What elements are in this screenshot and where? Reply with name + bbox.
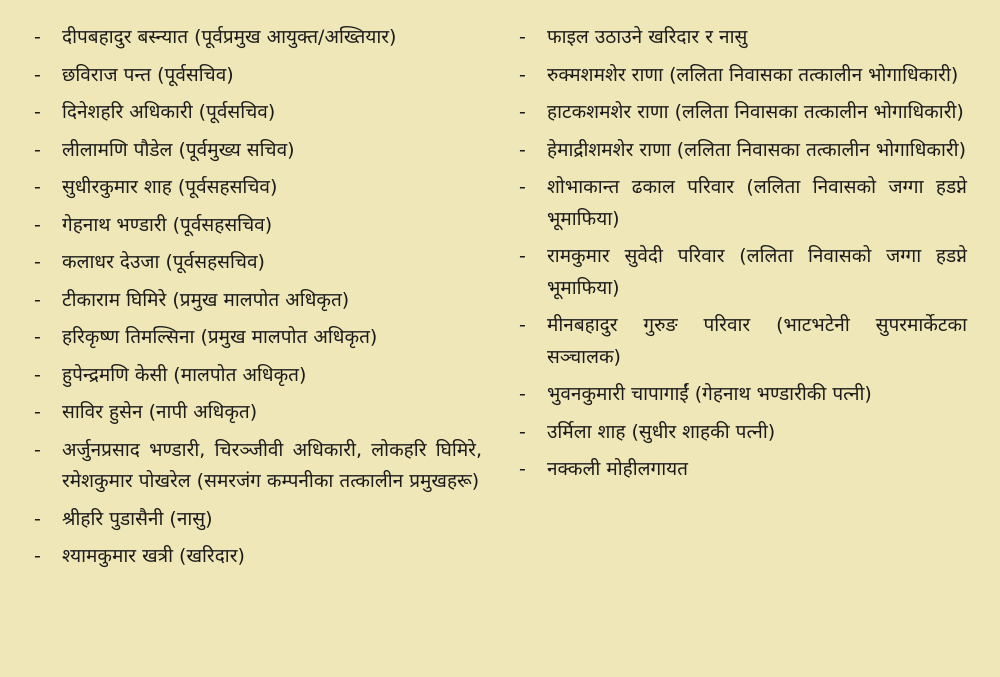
bullet-dash: - [519, 176, 526, 198]
bullet-dash: - [34, 176, 41, 198]
list-item [519, 172, 967, 235]
list-item [34, 60, 482, 92]
bullet-dash: - [519, 314, 526, 336]
list-item-text: भुवनकुमारी चापागाईं (गेहनाथ भण्डारीकी पत्नी) [547, 383, 872, 405]
list-item-text: साविर हुसेन (नापी अधिकृत) [62, 401, 258, 423]
list-item-text: हेमाद्रीशमशेर राणा (ललिता निवासका तत्कालीन भोगाधिकारी) [547, 138, 967, 161]
list-item-text: लीलामणि पौडेल (पूर्वमुख्य सचिव) [62, 138, 295, 161]
bullet-dash: - [519, 245, 526, 267]
list-item [519, 379, 967, 411]
list-item-text: गेहनाथ भण्डारी (पूर्वसहसचिव) [62, 213, 273, 236]
list-item-text: मीनबहादुर गुरुङ परिवार (भाटभटेनी सुपरमार्केटका सञ्चालक) [547, 314, 967, 368]
bullet-dash: - [34, 401, 41, 423]
list-item [34, 172, 482, 204]
list-item-text: दीपबहादुर बस्न्यात (पूर्वप्रमुख आयुक्त/अख्तियार) [62, 26, 397, 48]
list-item-text: दिनेशहरि अधिकारी (पूर्वसचिव) [62, 101, 276, 123]
bullet-dash: - [34, 26, 41, 48]
bullet-dash: - [519, 101, 526, 123]
list-item [34, 247, 482, 279]
bullet-dash: - [34, 288, 41, 311]
left-name-list [34, 22, 482, 579]
list-item-text: हुपेन्द्रमणि केसी (मालपोत अधिकृत) [62, 363, 307, 386]
list-item-text: हाटकशमशेर राणा (ललिता निवासका तत्कालीन भोगाधिकारी) [547, 101, 964, 123]
list-item-text: उर्मिला शाह (सुधीर शाहकी पत्नी) [547, 420, 776, 443]
bullet-dash: - [34, 438, 41, 461]
list-item-text: कलाधर देउजा (पूर्वसहसचिव) [62, 251, 265, 273]
list-item [519, 135, 967, 167]
list-item [34, 210, 482, 242]
list-item-text: टीकाराम घिमिरे (प्रमुख मालपोत अधिकृत) [62, 288, 350, 311]
list-item-text: शोभाकान्त ढकाल परिवार (ललिता निवासको जग्गा हडप्ने भूमाफिया) [547, 176, 967, 230]
list-item-text: छविराज पन्त (पूर्वसचिव) [62, 63, 234, 86]
list-item-text: फाइल उठाउने खरिदार र नासु [547, 26, 748, 48]
list-item [34, 360, 482, 392]
list-item [34, 22, 482, 54]
bullet-dash: - [34, 363, 41, 386]
bullet-dash: - [34, 251, 41, 273]
list-item [519, 22, 967, 54]
list-item [519, 241, 967, 304]
list-item [34, 397, 482, 429]
list-item [34, 97, 482, 129]
bullet-dash: - [519, 63, 526, 86]
bullet-dash: - [34, 545, 41, 567]
list-item [519, 417, 967, 449]
right-name-list [519, 22, 967, 492]
list-item [519, 60, 967, 92]
bullet-dash: - [519, 458, 526, 480]
list-item [34, 435, 482, 498]
list-item [34, 135, 482, 167]
bullet-dash: - [34, 63, 41, 86]
bullet-dash: - [519, 383, 526, 405]
list-item-text: श्रीहरि पुडासैनी (नासु) [62, 507, 213, 530]
bullet-dash: - [34, 213, 41, 236]
bullet-dash: - [519, 26, 526, 48]
list-item-text: रामकुमार सुवेदी परिवार (ललिता निवासको जग्गा हडप्ने भूमाफिया) [547, 245, 967, 299]
list-item [34, 504, 482, 536]
list-item-text: अर्जुनप्रसाद भण्डारी, चिरञ्जीवी अधिकारी, लोकहरि घिमिरे, रमेशकुमार पोखरेल (समरजंग कम्पनीका तत्कालीन प्रमुखहरू) [62, 438, 482, 492]
list-item-text: हरिकृष्ण तिमल्सिना (प्रमुख मालपोत अधिकृत) [62, 326, 378, 348]
list-item [519, 454, 967, 486]
list-item [519, 310, 967, 373]
bullet-dash: - [34, 507, 41, 530]
list-item-text: नक्कली मोहीलगायत [547, 458, 688, 480]
list-item [519, 97, 967, 129]
list-item-text: सुधीरकुमार शाह (पूर्वसहसचिव) [62, 176, 278, 198]
list-item [34, 285, 482, 317]
bullet-dash: - [34, 138, 41, 161]
bullet-dash: - [519, 138, 526, 161]
list-item [34, 541, 482, 573]
list-item-text: रुक्मशमशेर राणा (ललिता निवासका तत्कालीन भोगाधिकारी) [547, 63, 959, 86]
bullet-dash: - [519, 420, 526, 443]
bullet-dash: - [34, 326, 41, 348]
list-item-text: श्यामकुमार खत्री (खरिदार) [62, 545, 245, 567]
list-item [34, 322, 482, 354]
bullet-dash: - [34, 101, 41, 123]
